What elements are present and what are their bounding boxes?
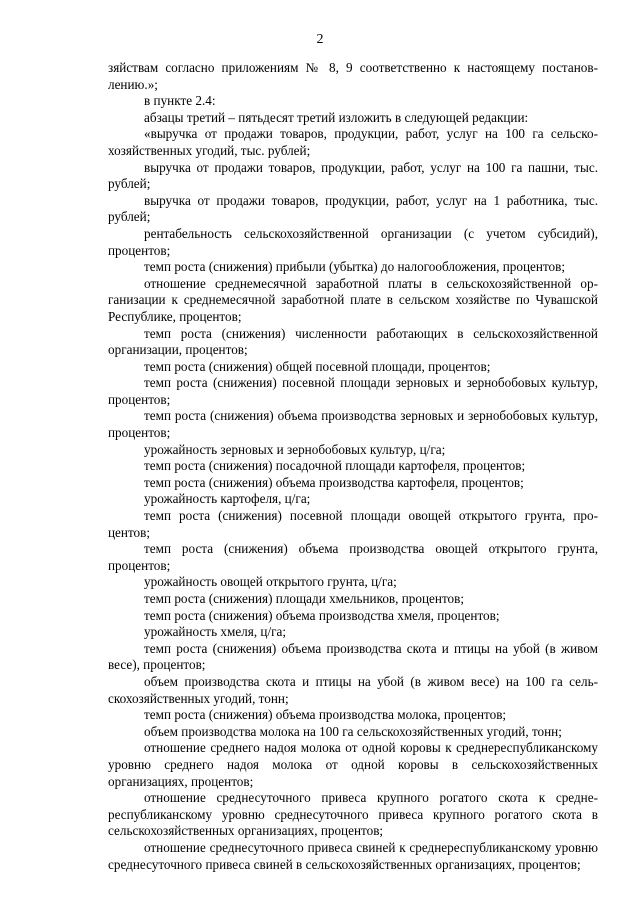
paragraph: темп роста (снижения) посевной площади овощей открытого грунта, процентов;	[108, 508, 598, 540]
paragraph: отношение среднесуточного привеса крупного рогатого скота к среднереспубликанскому уровню среднесуточного привеса крупного рогатого скота в сельскохозяйственных организациях, процентов;	[108, 790, 598, 839]
page-number: 2	[316, 32, 324, 47]
paragraph: отношение среднемесячной заработной платы в сельскохозяйственной организации к среднемесячной заработной плате в сельском хозяйстве по Чувашской Республике, процентов;	[108, 275, 598, 324]
paragraph: в пункте 2.4:	[144, 93, 216, 109]
paragraph: выручка от продажи товаров, продукции, работ, услуг на 100 га пашни, тыс. рублей;	[108, 159, 598, 192]
document-body	[108, 60, 598, 873]
paragraph: темп роста (снижения) посадочной площади картофеля, процентов;	[144, 458, 526, 474]
paragraph: урожайность картофеля, ц/га;	[144, 491, 311, 507]
paragraph: темп роста (снижения) площади хмельников, процентов;	[144, 591, 465, 606]
paragraph: объем производства скота и птицы на убой (в живом весе) на 100 га сельскохозяйственных угодий, тонн;	[108, 673, 598, 706]
paragraph: темп роста (снижения) объема производства картофеля, процентов;	[144, 474, 524, 490]
paragraph: отношение среднесуточного привеса свиней к среднереспубликанскому уровню среднесуточного привеса свиней в сельскохозяйственных организациях, процентов;	[108, 839, 598, 872]
paragraph: выручка от продажи товаров, продукции, работ, услуг на 1 работника, тыс. рублей;	[108, 192, 598, 225]
paragraph: отношение среднего надоя молока от одной коровы к среднереспубликанскому уровню среднего надоя молока от одной коровы в сельскохозяйственных организациях, процентов;	[108, 740, 598, 789]
paragraph: темп роста (снижения) численности работающих в сельскохозяйственной организации, процентов;	[108, 325, 598, 358]
paragraph: темп роста (снижения) объема производства хмеля, процентов;	[144, 607, 500, 623]
paragraph: абзацы третий – пятьдесят третий изложить в следующей редакции:	[144, 109, 529, 125]
paragraph: темп роста (снижения) посевной площади зерновых и зернобобовых культур, процентов;	[108, 375, 598, 407]
paragraph: урожайность овощей открытого грунта, ц/га;	[144, 574, 397, 590]
paragraph: темп роста (снижения) объема производства скота и птицы на убой (в живом весе), процентов;	[108, 640, 598, 673]
paragraph: урожайность хмеля, ц/га;	[144, 624, 287, 640]
paragraph: темп роста (снижения) объема производства овощей открытого грунта, процентов;	[108, 541, 598, 573]
paragraph: темп роста (снижения) общей посевной площади, процентов;	[144, 358, 491, 374]
paragraph: темп роста (снижения) прибыли (убытка) до налогообложения, процентов;	[144, 259, 566, 275]
paragraph: темп роста (снижения) объема производства зерновых и зернобобовых культур, процентов;	[108, 408, 598, 441]
paragraph: зяйствам согласно приложениям № 8, 9 соответственно к настоящему постановлению.»;	[108, 60, 598, 92]
paragraph: темп роста (снижения) объема производства молока, процентов;	[144, 707, 507, 723]
paragraph: рентабельность сельскохозяйственной организации (с учетом субсидий), процентов;	[108, 225, 598, 258]
paragraph: «выручка от продажи товаров, продукции, работ, услуг на 100 га сельскохозяйственных угодий, тыс. рублей;	[108, 126, 598, 158]
paragraph: урожайность зерновых и зернобобовых культур, ц/га;	[144, 441, 446, 457]
paragraph: объем производства молока на 100 га сельскохозяйственных угодий, тонн;	[144, 723, 562, 739]
